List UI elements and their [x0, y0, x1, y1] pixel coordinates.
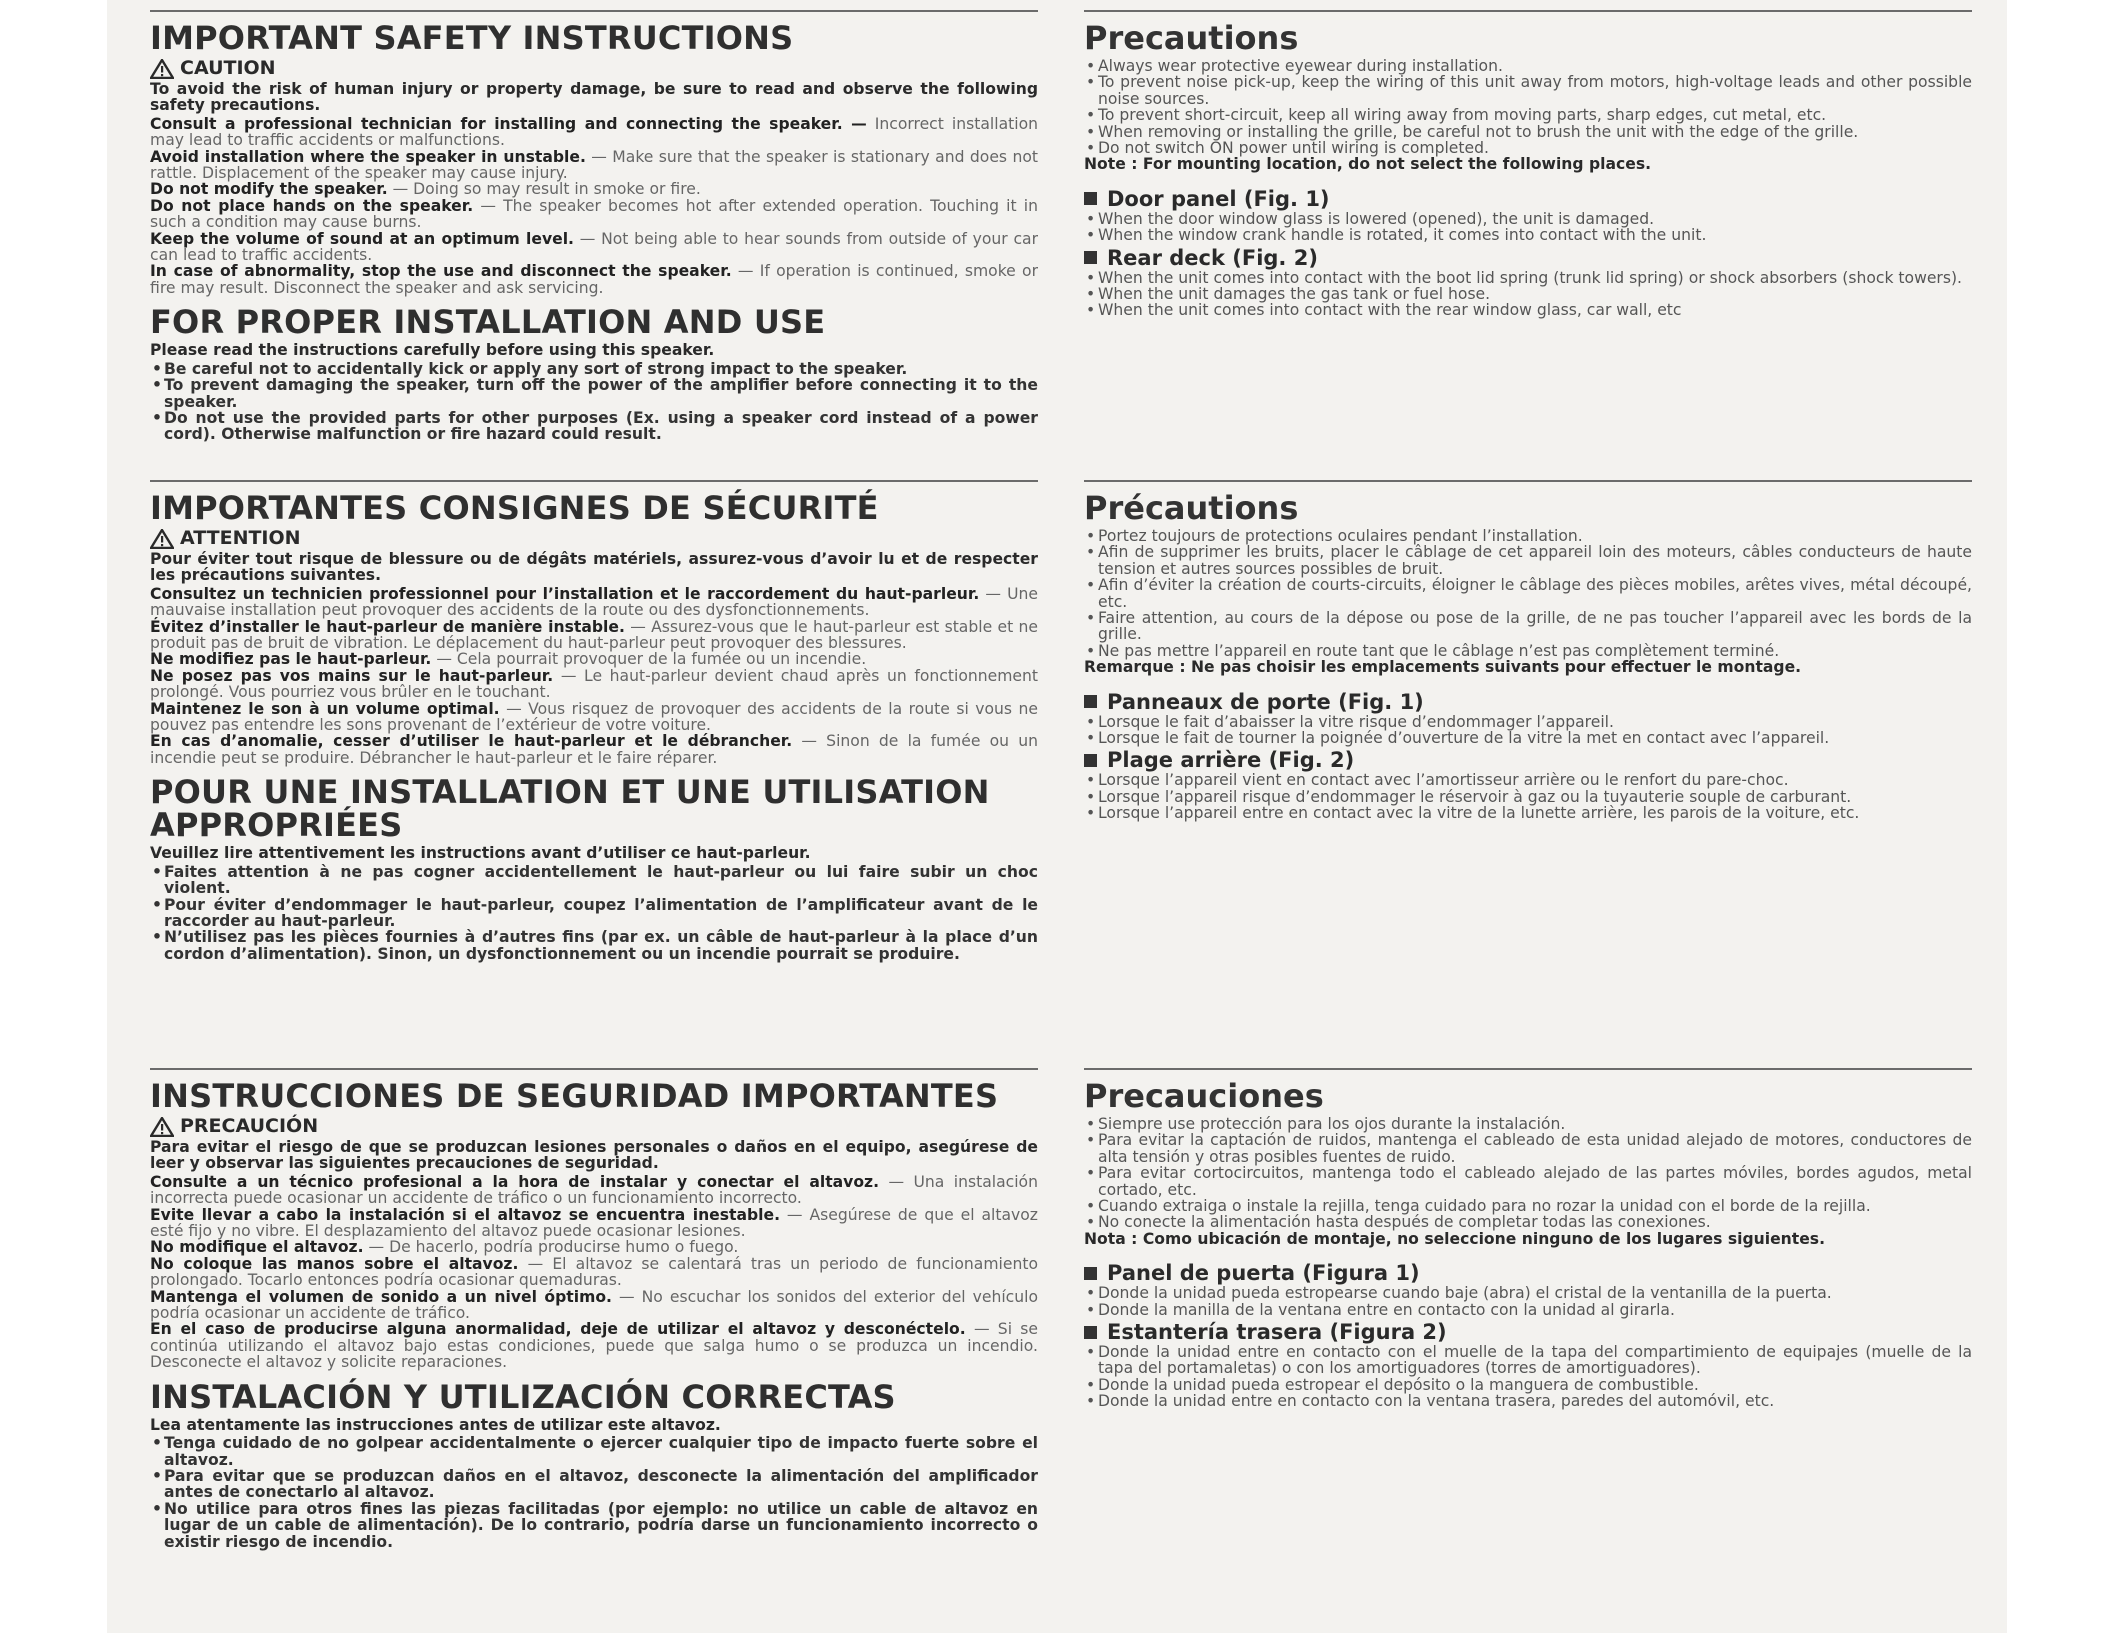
list-item: • Donde la unidad entre en contacto con la ventana trasera, paredes del automóvil, etc.	[1084, 1393, 1972, 1409]
fr-item: Maintenez le son à un volume optimal. — Vous risquez de provoquer des accidents de la route si vous ne pouvez pas entendre les sons provenant de l’extérieur de votre voiture.	[150, 699, 1038, 735]
es-safety-section	[150, 1068, 1038, 1608]
fr-caution-intro: Pour éviter tout risque de blessure ou de dégâts matériels, assurez-vous d’avoir lu et de respecter les précautions suivantes.	[150, 550, 1038, 585]
section-divider	[150, 10, 1038, 12]
en-door-list	[1084, 211, 1972, 244]
es-rear-list	[1084, 1344, 1972, 1410]
square-bullet-icon	[1084, 695, 1097, 708]
en-mounting-note: Note : For mounting location, do not select the following places.	[1084, 155, 1652, 174]
en-install-list	[150, 361, 1038, 443]
fr-safety-title: IMPORTANTES CONSIGNES DE SÉCURITÉ	[150, 489, 879, 527]
list-item: • When the door window glass is lowered (opened), the unit is damaged.	[1084, 211, 1972, 227]
fr-precautions-section	[1084, 480, 1972, 1060]
fr-door-title: Panneaux de porte (Fig. 1)	[1107, 689, 1424, 714]
fr-install-list	[150, 864, 1038, 962]
list-item: • Donde la unidad pueda estropearse cuando baje (abra) el cristal de la ventanilla de la puerta.	[1084, 1285, 1972, 1301]
en-install-title: FOR PROPER INSTALLATION AND USE	[150, 303, 826, 342]
fr-caution-heading	[150, 528, 1038, 549]
en-precautions-title: Precautions	[1084, 19, 1299, 57]
fr-rear-list	[1084, 772, 1972, 821]
section-divider	[150, 1068, 1038, 1070]
fr-item: Consultez un technicien professionnel pour l’installation et le raccordement du haut-parleur. — Une mauvaise installation peut provoquer des accidents de la route ou des dysfonctionnements.	[150, 584, 1038, 620]
list-item: • Always wear protective eyewear during installation.	[1084, 58, 1972, 74]
section-divider	[1084, 10, 1972, 12]
en-caution-label: CAUTION	[180, 57, 276, 79]
en-item: Do not modify the speaker. — Doing so may result in smoke or fire.	[150, 180, 701, 199]
fr-item: Ne posez pas vos mains sur le haut-parleur. — Le haut-parleur devient chaud après un fonctionnement prolongé. Vous pourriez vous brûler en le touchant.	[150, 666, 1038, 702]
list-item: • Faire attention, au cours de la dépose ou pose de la grille, de ne pas toucher l’appareil avec les bords de la grille.	[1084, 610, 1972, 643]
es-rear-title: Estantería trasera (Figura 2)	[1107, 1320, 1447, 1345]
es-precautions-title: Precauciones	[1084, 1077, 1324, 1115]
list-item: • Do not use the provided parts for other purposes (Ex. using a speaker cord instead of a power cord). Otherwise malfunction or fire hazard could result.	[150, 410, 1038, 443]
list-item: • Para evitar cortocircuitos, mantenga todo el cableado alejado de las partes móviles, bordes agudos, metal cortado, etc.	[1084, 1165, 1972, 1198]
list-item: • No conecte la alimentación hasta después de completar todas las conexiones.	[1084, 1214, 1972, 1230]
es-item: Evite llevar a cabo la instalación si el altavoz se encuentra inestable. — Asegúrese de que el altavoz esté fijo y no vibre. El desplazamiento del altavoz puede ocasionar lesiones.	[150, 1205, 1038, 1241]
list-item: • Do not switch ON power until wiring is completed.	[1084, 140, 1972, 156]
list-item: • Afin d’éviter la création de courts-circuits, éloigner le câblage des pièces mobiles, arêtes vives, métal découpé, etc.	[1084, 577, 1972, 610]
list-item: • Siempre use protección para los ojos durante la instalación.	[1084, 1116, 1972, 1132]
es-mounting-note: Nota : Como ubicación de montaje, no seleccione ninguno de los lugares siguientes.	[1084, 1229, 1825, 1248]
section-divider	[1084, 480, 1972, 482]
fr-item: Ne modifiez pas le haut-parleur. — Cela pourrait provoquer de la fumée ou un incendie.	[150, 650, 867, 669]
square-bullet-icon	[1084, 192, 1097, 205]
list-item: • Afin de supprimer les bruits, placer le câblage de cet appareil loin des moteurs, câbles conducteurs de haute tension et autres sources possibles de bruit.	[1084, 544, 1972, 577]
en-door-heading	[1084, 187, 1972, 211]
es-precautions-section	[1084, 1068, 1972, 1608]
list-item: • To prevent short-circuit, keep all wiring away from moving parts, sharp edges, cut metal, etc.	[1084, 107, 1972, 123]
es-install-title: INSTALACIÓN Y UTILIZACIÓN CORRECTAS	[150, 1377, 896, 1416]
fr-mounting-note: Remarque : Ne pas choisir les emplacements suivants pour effectuer le montage.	[1084, 658, 1802, 677]
list-item: • Ne pas mettre l’appareil en route tant que le câblage n’est pas complètement terminé.	[1084, 643, 1972, 659]
es-item: Mantenga el volumen de sonido a un nivel óptimo. — No escuchar los sonidos del exterior del vehículo podría ocasionar un accidente de tráfico.	[150, 1287, 1038, 1323]
list-item: • Faites attention à ne pas cogner accidentellement le haut-parleur ou lui faire subir un choc violent.	[150, 864, 1038, 897]
fr-rear-title: Plage arrière (Fig. 2)	[1107, 748, 1355, 773]
list-item: • Para evitar la captación de ruidos, mantenga el cableado de esta unidad alejado de motores, conductores de alta tensión y otras posibles fuentes de ruido.	[1084, 1132, 1972, 1165]
en-precautions-section	[1084, 10, 1972, 465]
list-item: • Lorsque l’appareil risque d’endommager le réservoir à gaz ou la tuyauterie souple de carburant.	[1084, 789, 1972, 805]
list-item: • To prevent noise pick-up, keep the wiring of this unit away from motors, high-voltage leads and other possible noise sources.	[1084, 74, 1972, 107]
list-item: • Donde la manilla de la ventana entre en contacto con la unidad al girarla.	[1084, 1302, 1972, 1318]
list-item: • Lorsque l’appareil entre en contact avec la vitre de la lunette arrière, les parois de la voiture, etc.	[1084, 805, 1972, 821]
list-item: • When the unit damages the gas tank or fuel hose.	[1084, 286, 1972, 302]
es-door-heading	[1084, 1261, 1972, 1285]
list-item: • No utilice para otros fines las piezas facilitadas (por ejemplo: no utilice un cable de altavoz en lugar de un cable de alimentación). De lo contrario, podría darse un funcionamiento incorrecto o existir riesgo de incendio.	[150, 1501, 1038, 1550]
en-item: Keep the volume of sound at an optimum level. — Not being able to hear sounds from outside of your car can lead to traffic accidents.	[150, 229, 1038, 265]
en-rear-list	[1084, 270, 1972, 319]
list-item: • When the unit comes into contact with the boot lid spring (trunk lid spring) or shock absorbers (shock towers).	[1084, 270, 1972, 286]
en-precautions-list	[1084, 58, 1972, 156]
list-item: • Donde la unidad entre en contacto con el muelle de la tapa del compartimiento de equipajes (muelle de la tapa del portamaletas) o con los amortiguadores (torres de amortiguadores).	[1084, 1344, 1972, 1377]
en-item: Consult a professional technician for installing and connecting the speaker. — Incorrect installation may lead to traffic accidents or malfunctions.	[150, 114, 1038, 150]
square-bullet-icon	[1084, 1267, 1097, 1280]
fr-item: Évitez d’installer le haut-parleur de manière instable. — Assurez-vous que le haut-parleur est stable et ne produit pas de bruit de vibration. Le déplacement du haut-parleur peut provoquer des blessures.	[150, 617, 1038, 653]
en-caution-intro: To avoid the risk of human injury or property damage, be sure to read and observe the following safety precautions.	[150, 80, 1038, 115]
fr-caution-label: ATTENTION	[180, 527, 301, 549]
fr-item: En cas d’anomalie, cesser d’utiliser le haut-parleur et le débrancher. — Sinon de la fumée ou un incendie peut se produire. Débrancher le haut-parleur et le faire réparer.	[150, 732, 1038, 767]
es-item: No coloque las manos sobre el altavoz. — El altavoz se calentará tras un periodo de funcionamiento prolongado. Tocarlo entonces podría ocasionar quemaduras.	[150, 1254, 1038, 1290]
square-bullet-icon	[1084, 1326, 1097, 1339]
es-install-list	[150, 1435, 1038, 1550]
en-rear-title: Rear deck (Fig. 2)	[1107, 245, 1318, 270]
list-item: • When the unit comes into contact with the rear window glass, car wall, etc	[1084, 302, 1972, 318]
fr-install-title: POUR UNE INSTALLATION ET UNE UTILISATION APPROPRIÉES	[150, 773, 990, 845]
fr-door-heading	[1084, 690, 1972, 714]
es-door-list	[1084, 1285, 1972, 1318]
list-item: • Be careful not to accidentally kick or apply any sort of strong impact to the speaker.	[150, 361, 1038, 377]
list-item: • To prevent damaging the speaker, turn off the power of the amplifier before connecting it to the speaker.	[150, 377, 1038, 410]
es-caution-heading	[150, 1116, 1038, 1137]
es-rear-heading	[1084, 1320, 1972, 1344]
fr-precautions-title: Précautions	[1084, 489, 1299, 527]
en-item: In case of abnormality, stop the use and disconnect the speaker. — If operation is continued, smoke or fire may result. Disconnect the speaker and ask servicing.	[150, 262, 1038, 297]
warning-triangle-icon	[150, 1117, 174, 1137]
list-item: • Lorsque le fait d’abaisser la vitre risque d’endommager l’appareil.	[1084, 714, 1972, 730]
list-item: • Donde la unidad pueda estropear el depósito o la manguera de combustible.	[1084, 1377, 1972, 1393]
list-item: • N’utilisez pas les pièces fournies à d’autres fins (par ex. un câble de haut-parleur à la place d’un cordon d’alimentation). Sinon, un dysfonctionnement ou un incendie pourrait se produire.	[150, 929, 1038, 962]
en-door-title: Door panel (Fig. 1)	[1107, 186, 1330, 211]
es-caution-intro: Para evitar el riesgo de que se produzcan lesiones personales o daños en el equipo, asegúrese de leer y observar las siguientes precauciones de seguridad.	[150, 1138, 1038, 1173]
list-item: • Cuando extraiga o instale la rejilla, tenga cuidado para no rozar la unidad con el borde de la rejilla.	[1084, 1198, 1972, 1214]
fr-rear-heading	[1084, 748, 1972, 772]
en-caution-heading	[150, 58, 1038, 79]
es-install-intro: Lea atentamente las instrucciones antes de utilizar este altavoz.	[150, 1415, 721, 1434]
fr-safety-section	[150, 480, 1038, 1060]
es-caution-label: PRECAUCIÓN	[180, 1115, 319, 1137]
list-item: • Lorsque le fait de tourner la poignée d’ouverture de la vitre la met en contact avec l’appareil.	[1084, 730, 1972, 746]
en-rear-heading	[1084, 246, 1972, 270]
list-item: • When removing or installing the grille, be careful not to brush the unit with the edge of the grille.	[1084, 124, 1972, 140]
square-bullet-icon	[1084, 754, 1097, 767]
list-item: • Pour éviter d’endommager le haut-parleur, coupez l’alimentation de l’amplificateur avant de le raccorder au haut-parleur.	[150, 897, 1038, 930]
es-safety-title: INSTRUCCIONES DE SEGURIDAD IMPORTANTES	[150, 1077, 999, 1115]
list-item: • Lorsque l’appareil vient en contact avec l’amortisseur arrière ou le renfort du pare-choc.	[1084, 772, 1972, 788]
warning-triangle-icon	[150, 59, 174, 79]
en-install-intro: Please read the instructions carefully before using this speaker.	[150, 341, 715, 360]
fr-install-intro: Veuillez lire attentivement les instructions avant d’utiliser ce haut-parleur.	[150, 844, 811, 863]
fr-precautions-list	[1084, 528, 1972, 659]
es-door-title: Panel de puerta (Figura 1)	[1107, 1261, 1420, 1286]
en-item: Do not place hands on the speaker. — The speaker becomes hot after extended operation. Touching it in such a condition may cause burns.	[150, 196, 1038, 232]
fr-door-list	[1084, 714, 1972, 747]
en-item: Avoid installation where the speaker in unstable. — Make sure that the speaker is stationary and does not rattle. Displacement of the speaker may cause injury.	[150, 147, 1038, 183]
section-divider	[150, 480, 1038, 482]
en-safety-section	[150, 10, 1038, 465]
es-item: En el caso de producirse alguna anormalidad, deje de utilizar el altavoz y desconéctelo. — Si se continúa utilizando el altavoz bajo estas condiciones, puede que salga humo o se produzca un incendio. Desconecte el altavoz y solicite reparaciones.	[150, 1320, 1038, 1372]
warning-triangle-icon	[150, 529, 174, 549]
section-divider	[1084, 1068, 1972, 1070]
es-precautions-list	[1084, 1116, 1972, 1231]
list-item: • Para evitar que se produzcan daños en el altavoz, desconecte la alimentación del amplificador antes de conectarlo al altavoz.	[150, 1468, 1038, 1501]
es-item: No modifique el altavoz. — De hacerlo, podría producirse humo o fuego.	[150, 1238, 739, 1257]
list-item: • Tenga cuidado de no golpear accidentalmente o ejercer cualquier tipo de impacto fuerte sobre el altavoz.	[150, 1435, 1038, 1468]
en-safety-title: IMPORTANT SAFETY INSTRUCTIONS	[150, 19, 794, 57]
es-item: Consulte a un técnico profesional a la hora de instalar y conectar el altavoz. — Una instalación incorrecta puede ocasionar un accidente de tráfico o un funcionamiento incorrecto.	[150, 1172, 1038, 1208]
list-item: • Portez toujours de protections oculaires pendant l’installation.	[1084, 528, 1972, 544]
list-item: • When the window crank handle is rotated, it comes into contact with the unit.	[1084, 227, 1972, 243]
square-bullet-icon	[1084, 251, 1097, 264]
